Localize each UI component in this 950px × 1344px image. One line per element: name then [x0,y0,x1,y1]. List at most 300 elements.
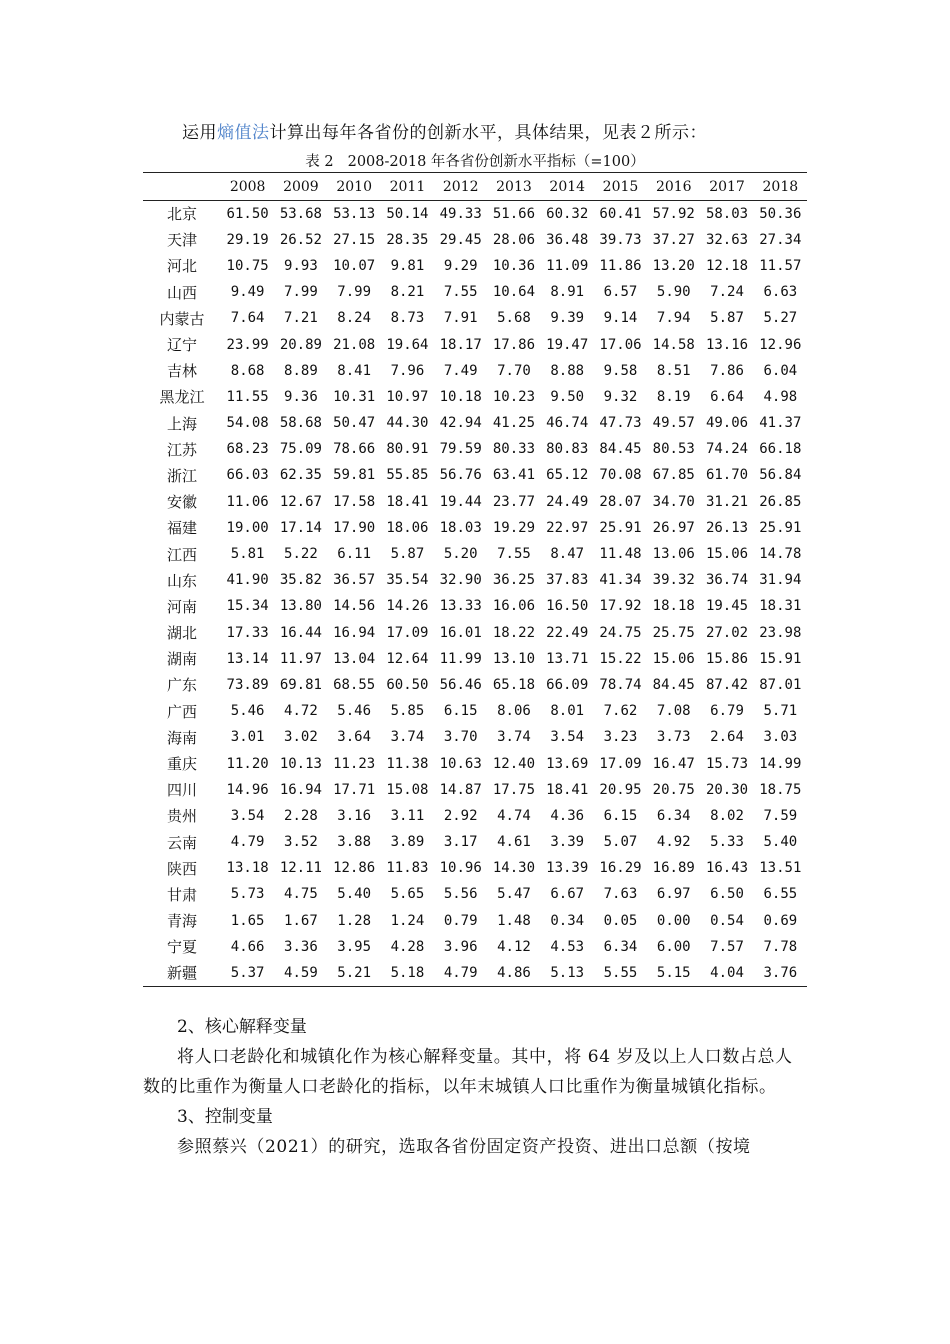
value-cell: 5.40 [763,834,798,851]
header-cell-province [143,173,221,201]
value-cell: 6.00 [656,938,691,955]
value-cell: 5.27 [763,310,798,327]
value-cell: 84.45 [652,676,695,693]
value-cell: 8.19 [656,388,691,405]
table-row [143,855,807,881]
value-cell: 3.01 [230,729,265,746]
value-cell: 6.97 [656,886,691,903]
value-cell: 4.04 [700,960,753,986]
value-cell: 5.46 [337,703,372,720]
value-cell: 8.21 [390,284,425,301]
province-cell: 江西 [166,545,197,564]
value-cell: 6.34 [656,807,691,824]
table-row [143,462,807,488]
value-cell: 3.73 [656,729,691,746]
header-cell-year: 2008 [221,173,274,201]
value-cell: 19.44 [439,493,482,510]
header-cell-year: 2010 [328,173,381,201]
value-cell: 2.28 [284,807,318,824]
value-cell: 28.07 [599,493,642,510]
value-cell: 5.18 [381,960,434,986]
value-cell: 9.32 [603,388,638,405]
value-cell: 16.89 [652,860,695,877]
header-cell-year: 2013 [487,173,540,201]
value-cell: 11.20 [226,755,269,772]
value-cell: 14.96 [226,781,269,798]
value-cell: 41.34 [599,572,642,589]
value-cell: 56.76 [439,467,482,484]
value-cell: 6.67 [550,886,585,903]
value-cell: 17.14 [279,519,322,536]
value-cell: 0.69 [763,912,798,929]
province-cell: 四川 [166,781,197,800]
table-row [143,227,807,253]
value-cell: 46.74 [546,415,589,432]
value-cell: 4.36 [550,807,585,824]
value-cell: 19.29 [492,519,536,536]
value-cell: 18.17 [439,336,482,353]
value-cell: 6.57 [603,284,638,301]
table-row [143,934,807,960]
province-cell: 广东 [166,676,197,695]
table-row [143,829,807,855]
value-cell: 1.67 [284,912,318,929]
value-cell: 5.15 [647,960,700,986]
value-cell: 22.97 [546,519,589,536]
table-row [143,672,807,698]
value-cell: 18.41 [386,493,429,510]
value-cell: 2.64 [710,729,744,746]
value-cell: 27.15 [333,231,376,248]
value-cell: 7.57 [710,938,744,955]
value-cell: 5.81 [230,546,265,563]
value-cell: 3.02 [284,729,318,746]
value-cell: 3.23 [603,729,638,746]
intro-before: 运用 [182,123,217,143]
value-cell: 24.49 [546,493,589,510]
value-cell: 36.48 [546,231,589,248]
table-row [143,253,807,279]
value-cell: 78.74 [599,676,642,693]
value-cell: 5.56 [443,886,478,903]
control-variable-heading: 3、控制变量 [177,1107,273,1127]
value-cell: 5.85 [390,703,425,720]
value-cell: 61.70 [705,467,749,484]
value-cell: 17.33 [226,624,269,641]
value-cell: 18.03 [439,519,482,536]
value-cell: 7.63 [603,886,638,903]
value-cell: 18.06 [386,519,429,536]
value-cell: 34.70 [652,493,695,510]
value-cell: 11.06 [226,493,269,510]
value-cell: 6.15 [603,807,638,824]
province-cell: 重庆 [166,755,197,774]
value-cell: 3.76 [754,960,807,986]
province-cell: 北京 [166,205,197,224]
value-cell: 31.21 [705,493,749,510]
value-cell: 41.25 [492,415,536,432]
table-header-row [143,173,807,201]
value-cell: 8.88 [550,362,585,379]
value-cell: 5.37 [221,960,274,986]
value-cell: 39.32 [652,572,695,589]
value-cell: 4.86 [487,960,540,986]
value-cell: 6.63 [763,284,798,301]
value-cell: 14.87 [439,781,482,798]
header-cell-year: 2014 [541,173,594,201]
value-cell: 7.08 [656,703,691,720]
value-cell: 7.91 [443,310,478,327]
value-cell: 67.85 [652,467,695,484]
value-cell: 80.53 [652,441,695,458]
value-cell: 0.05 [603,912,638,929]
value-cell: 6.11 [337,546,372,563]
value-cell: 26.52 [279,231,322,248]
value-cell: 32.63 [705,231,749,248]
value-cell: 27.02 [705,624,749,641]
value-cell: 0.34 [550,912,585,929]
header-cell-year: 2015 [594,173,647,201]
value-cell: 36.74 [705,572,749,589]
value-cell: 53.13 [333,205,376,222]
value-cell: 18.75 [759,781,802,798]
value-cell: 4.61 [497,834,531,851]
value-cell: 10.23 [492,388,536,405]
entropy-method-link[interactable]: 熵值法 [217,123,270,143]
value-cell: 66.03 [226,467,269,484]
value-cell: 10.36 [492,257,536,274]
value-cell: 17.90 [333,519,376,536]
value-cell: 62.35 [279,467,322,484]
value-cell: 4.72 [284,703,318,720]
value-cell: 11.38 [386,755,429,772]
value-cell: 14.56 [333,598,376,615]
value-cell: 7.55 [497,546,531,563]
value-cell: 7.96 [390,362,425,379]
value-cell: 9.58 [603,362,638,379]
header-cell-year: 2018 [754,173,807,201]
value-cell: 7.94 [656,310,691,327]
value-cell: 8.91 [550,284,585,301]
value-cell: 4.53 [550,938,585,955]
value-cell: 44.30 [386,415,429,432]
value-cell: 17.09 [599,755,642,772]
value-cell: 5.33 [710,834,744,851]
value-cell: 32.90 [439,572,482,589]
value-cell: 3.36 [284,938,318,955]
value-cell: 13.33 [439,598,482,615]
value-cell: 3.96 [443,938,478,955]
value-cell: 7.99 [337,284,372,301]
value-cell: 25.75 [652,624,695,641]
value-cell: 3.52 [284,834,318,851]
header-cell-year: 2009 [274,173,327,201]
value-cell: 10.75 [226,257,269,274]
value-cell: 5.46 [230,703,265,720]
header-cell-year: 2011 [381,173,434,201]
province-cell: 浙江 [166,466,197,485]
value-cell: 9.29 [443,257,478,274]
value-cell: 5.13 [541,960,594,986]
value-cell: 5.87 [710,310,744,327]
province-cell: 天津 [166,231,197,250]
table-row [143,384,807,410]
table-row [143,724,807,750]
value-cell: 10.31 [333,388,376,405]
value-cell: 9.93 [284,257,318,274]
value-cell: 31.94 [759,572,802,589]
value-cell: 60.41 [599,205,642,222]
header-cell-year: 2017 [700,173,753,201]
value-cell: 65.12 [546,467,589,484]
value-cell: 20.95 [599,781,642,798]
value-cell: 0.00 [656,912,691,929]
value-cell: 27.34 [759,231,802,248]
value-cell: 84.45 [599,441,642,458]
control-variable-paragraph: 参照蔡兴（2021）的研究，选取各省份固定资产投资、进出口总额（按境 [177,1137,751,1157]
value-cell: 6.15 [443,703,478,720]
value-cell: 3.70 [443,729,478,746]
core-variable-heading: 2、核心解释变量 [177,1017,307,1037]
value-cell: 28.06 [492,231,536,248]
province-cell: 甘肃 [166,885,197,904]
value-cell: 13.51 [759,860,802,877]
value-cell: 3.39 [550,834,585,851]
province-cell: 湖南 [166,650,197,669]
value-cell: 4.75 [284,886,318,903]
value-cell: 15.06 [705,546,749,563]
value-cell: 9.50 [550,388,585,405]
value-cell: 11.23 [333,755,376,772]
province-cell: 陕西 [166,859,197,878]
value-cell: 4.79 [434,960,487,986]
value-cell: 5.68 [497,310,531,327]
value-cell: 18.41 [546,781,589,798]
value-cell: 41.90 [226,572,269,589]
value-cell: 80.91 [386,441,429,458]
value-cell: 3.11 [390,807,425,824]
value-cell: 87.01 [759,676,802,693]
value-cell: 9.14 [603,310,638,327]
value-cell: 4.28 [390,938,425,955]
value-cell: 23.99 [226,336,269,353]
value-cell: 10.07 [333,257,376,274]
value-cell: 19.47 [546,336,589,353]
value-cell: 59.81 [333,467,376,484]
value-cell: 12.67 [279,493,322,510]
table-row [143,541,807,567]
province-cell: 安徽 [166,493,197,512]
province-cell: 上海 [166,414,197,433]
value-cell: 6.34 [603,938,638,955]
value-cell: 8.51 [656,362,691,379]
value-cell: 68.55 [333,676,376,693]
value-cell: 11.48 [599,546,642,563]
value-cell: 54.08 [226,415,269,432]
value-cell: 11.09 [546,257,589,274]
value-cell: 9.36 [284,388,318,405]
value-cell: 5.40 [337,886,372,903]
value-cell: 7.21 [284,310,318,327]
value-cell: 15.08 [386,781,429,798]
value-cell: 49.06 [705,415,749,432]
value-cell: 5.55 [594,960,647,986]
province-cell: 贵州 [166,807,197,826]
value-cell: 11.97 [279,650,322,667]
province-cell: 河南 [166,597,197,616]
value-cell: 66.18 [759,441,802,458]
value-cell: 10.64 [492,284,536,301]
value-cell: 50.36 [759,205,802,222]
province-cell: 江苏 [166,440,197,459]
value-cell: 4.12 [497,938,531,955]
value-cell: 4.98 [763,388,798,405]
value-cell: 24.75 [599,624,642,641]
value-cell: 3.74 [497,729,531,746]
value-cell: 11.86 [599,257,642,274]
value-cell: 12.40 [492,755,536,772]
intro-after: 计算出每年各省份的创新水平，具体结果，见表２所示： [269,123,707,143]
province-cell: 山东 [166,571,197,590]
table-caption [0,150,950,171]
value-cell: 4.79 [230,834,265,851]
value-cell: 28.35 [386,231,429,248]
value-cell: 8.41 [337,362,372,379]
value-cell: 25.91 [759,519,802,536]
table-row [143,646,807,672]
value-cell: 3.74 [390,729,425,746]
value-cell: 16.29 [599,860,642,877]
province-cell: 山西 [166,283,197,302]
table-row [143,358,807,384]
value-cell: 47.73 [599,415,642,432]
value-cell: 80.83 [546,441,589,458]
value-cell: 17.09 [386,624,429,641]
table-row [143,279,807,305]
value-cell: 5.20 [443,546,478,563]
value-cell: 13.71 [546,650,589,667]
value-cell: 29.19 [226,231,269,248]
value-cell: 8.68 [230,362,265,379]
table-row [143,777,807,803]
value-cell: 12.11 [279,860,322,877]
header-cell-year: 2016 [647,173,700,201]
value-cell: 23.98 [759,624,802,641]
value-cell: 50.14 [386,205,429,222]
value-cell: 4.74 [497,807,531,824]
intro-sentence [182,118,707,143]
value-cell: 1.28 [337,912,372,929]
table-row [143,201,807,227]
value-cell: 61.50 [226,205,269,222]
value-cell: 8.06 [497,703,531,720]
value-cell: 3.16 [337,807,372,824]
value-cell: 37.83 [546,572,589,589]
value-cell: 13.39 [546,860,589,877]
value-cell: 53.68 [279,205,322,222]
value-cell: 7.78 [763,938,798,955]
value-cell: 13.04 [333,650,376,667]
value-cell: 20.89 [279,336,322,353]
value-cell: 13.80 [279,598,322,615]
value-cell: 75.09 [279,441,322,458]
value-cell: 7.86 [710,362,744,379]
value-cell: 3.89 [390,834,425,851]
value-cell: 16.43 [705,860,749,877]
value-cell: 11.57 [759,257,802,274]
value-cell: 12.18 [705,257,749,274]
province-cell: 湖北 [166,624,197,643]
value-cell: 7.59 [763,807,798,824]
body-text [143,1012,803,1162]
table-row [143,515,807,541]
value-cell: 8.02 [710,807,744,824]
value-cell: 12.64 [386,650,429,667]
value-cell: 4.59 [274,960,327,986]
value-cell: 49.33 [439,205,482,222]
value-cell: 5.47 [497,886,531,903]
value-cell: 58.03 [705,205,749,222]
table-number: 表 2 [305,154,334,170]
value-cell: 6.50 [710,886,744,903]
value-cell: 17.86 [492,336,536,353]
value-cell: 36.25 [492,572,536,589]
value-cell: 41.37 [759,415,802,432]
value-cell: 3.54 [230,807,265,824]
value-cell: 22.49 [546,624,589,641]
value-cell: 63.41 [492,467,536,484]
table-row [143,960,807,986]
province-cell: 吉林 [166,362,197,381]
value-cell: 13.69 [546,755,589,772]
value-cell: 14.78 [759,546,802,563]
value-cell: 87.42 [705,676,749,693]
value-cell: 15.73 [705,755,749,772]
province-cell: 云南 [166,833,197,852]
value-cell: 8.47 [550,546,585,563]
value-cell: 0.79 [443,912,478,929]
province-cell: 河北 [166,257,197,276]
core-variable-paragraph: 将人口老龄化和城镇化作为核心解释变量。其中，将 64 岁及以上人口数占总人数的比重作为衡量人口老龄化的指标，以年末城镇人口比重作为衡量城镇化指标。 [143,1047,793,1097]
table-title: 2008-2018 年各省份创新水平指标（=100） [347,154,645,170]
value-cell: 11.83 [386,860,429,877]
table-row [143,803,807,829]
value-cell: 11.99 [439,650,482,667]
value-cell: 13.16 [705,336,749,353]
value-cell: 74.24 [705,441,749,458]
value-cell: 5.90 [656,284,691,301]
value-cell: 26.85 [759,493,802,510]
value-cell: 10.13 [279,755,322,772]
value-cell: 49.57 [652,415,695,432]
table-body [143,201,807,987]
value-cell: 13.10 [492,650,536,667]
value-cell: 23.77 [492,493,536,510]
value-cell: 58.68 [279,415,322,432]
value-cell: 18.18 [652,598,695,615]
table-row [143,305,807,331]
value-cell: 3.54 [550,729,585,746]
province-cell: 青海 [166,912,197,931]
value-cell: 18.22 [492,624,536,641]
value-cell: 6.04 [763,362,798,379]
value-cell: 18.31 [759,598,802,615]
value-cell: 7.49 [443,362,478,379]
value-cell: 69.81 [279,676,322,693]
value-cell: 17.92 [599,598,642,615]
value-cell: 3.64 [337,729,372,746]
province-cell: 福建 [166,519,197,538]
